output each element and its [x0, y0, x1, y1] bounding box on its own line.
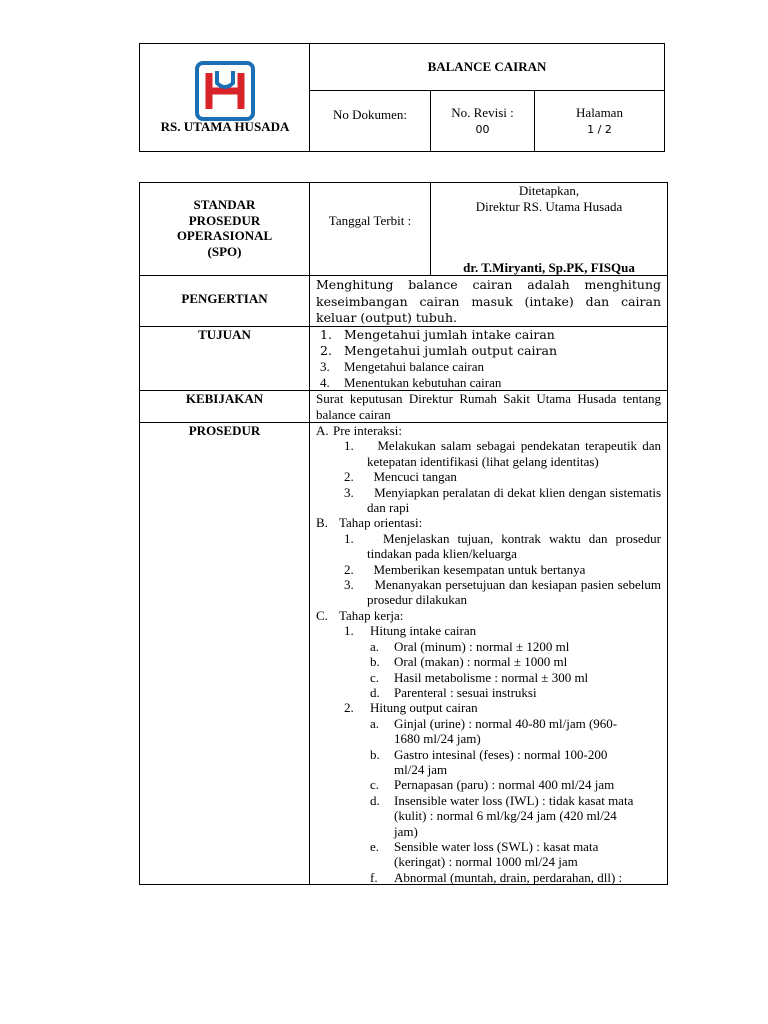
pengertian-text: Menghitung balance cairan adalah menghitung keseimbangan cairan masuk (intake) dan cairan keluar (output) tubuh.	[316, 277, 661, 325]
list-item: 3. Menanyakan persetujuan dan kesiapan pasien sebelum prosedur dilakukan	[344, 577, 661, 608]
list-item: 2. Memberikan kesempatan untuk bertanya	[344, 561, 586, 577]
list-item: 3. Mengetahui balance cairan	[320, 359, 485, 374]
spo-label-line: STANDAR	[193, 197, 256, 212]
doc-title: BALANCE CAIRAN	[310, 44, 664, 91]
hospital-logo	[195, 61, 255, 121]
list-item: 1. Melakukan salam sebagai pendekatan terapeutik dan ketepatan identifikasi (lihat gelang identitas)	[344, 438, 662, 469]
section-b: B. Tahap orientasi:	[316, 515, 423, 531]
signatory-name: dr. T.Miryanti, Sp.PK, FISQua	[463, 260, 635, 275]
kebijakan-text: Surat keputusan Direktur Rumah Sakit Utama Husada tentang balance cairan	[316, 391, 661, 422]
sub-item: b. Oral (makan) : normal ± 1000 ml	[370, 654, 568, 670]
tanggal-cell	[310, 183, 431, 275]
prosedur-label: PROSEDUR	[140, 423, 310, 884]
prosedur-content	[316, 423, 661, 885]
org-name: RS. UTAMA HUSADA	[160, 119, 290, 134]
kebijakan-label: KEBIJAKAN	[140, 391, 310, 422]
no-revisi-cell	[431, 91, 535, 151]
no-dokumen-cell	[310, 91, 431, 151]
spo-label-line: PROSEDUR	[188, 212, 261, 228]
sub-item: b. Gastro intesinal (feses) : normal 100-200 ml/24 jam	[370, 746, 608, 777]
section-a: A. Pre interaksi:	[316, 423, 402, 438]
prosedur-row	[140, 423, 667, 884]
pengertian-label: PENGERTIAN	[140, 276, 310, 326]
list-item: 3. Menyiapkan peralatan di dekat klien dengan sistematis dan rapi	[344, 484, 661, 516]
kebijakan-row	[140, 391, 667, 423]
tujuan-list	[316, 327, 661, 390]
pengertian-row	[140, 276, 667, 327]
director-title: Direktur RS. Utama Husada	[475, 198, 623, 214]
sub-item: c. Hasil metabolisme : normal ± 300 ml	[370, 669, 589, 685]
sub-item: d. Insensible water loss (IWL) : tidak kasat mata (kulit) : normal 6 ml/kg/24 jam (420 ml/24 jam)	[370, 792, 634, 839]
list-item: 2. Hitung output cairan	[344, 700, 478, 716]
ditetapkan-cell	[431, 183, 667, 275]
no-dokumen-label: No Dokumen:	[332, 107, 408, 122]
sub-item: c. Pernapasan (paru) : normal 400 ml/24 jam	[370, 777, 615, 793]
halaman-value: 1 / 2	[587, 123, 612, 136]
tujuan-label: TUJUAN	[140, 327, 310, 390]
sub-item: a. Oral (minum) : normal ± 1200 ml	[370, 638, 570, 654]
no-revisi-value: 00	[475, 123, 490, 136]
list-item: 1. Hitung intake cairan	[344, 623, 477, 639]
tujuan-row	[140, 327, 667, 391]
sub-item: a. Ginjal (urine) : normal 40-80 ml/jam (960-1680 ml/24 jam)	[370, 715, 618, 747]
ditetapkan-text: Ditetapkan,	[518, 183, 580, 198]
sub-item: f. Abnormal (muntah, drain, perdarahan, dll) :	[370, 869, 623, 885]
list-item: 4. Menentukan kebutuhan cairan	[320, 374, 502, 390]
tanggal-label: Tanggal Terbit :	[328, 213, 412, 228]
spo-table	[139, 182, 668, 885]
halaman-label: Halaman	[576, 105, 623, 120]
logo-cell	[140, 44, 310, 151]
list-item: 1. Mengetahui jumlah intake cairan	[320, 327, 555, 342]
section-c: C. Tahap kerja:	[316, 607, 404, 623]
spo-label-line: OPERASIONAL	[176, 228, 273, 243]
spo-row	[140, 183, 667, 276]
halaman-cell	[535, 91, 664, 151]
list-item: 2. Mengetahui jumlah output cairan	[320, 343, 558, 358]
list-item: 2. Mencuci tangan	[344, 469, 457, 485]
document-header	[139, 43, 665, 152]
sub-item: d. Parenteral : sesuai instruksi	[370, 684, 537, 700]
sub-item: e. Sensible water loss (SWL) : kasat mata (keringat) : normal 1000 ml/24 jam	[370, 838, 599, 870]
list-item: 1. Menjelaskan tujuan, kontrak waktu dan prosedur tindakan pada klien/keluarga	[344, 530, 662, 562]
spo-label	[140, 183, 310, 275]
no-revisi-label: No. Revisi :	[451, 105, 514, 120]
spo-label-line: (SPO)	[207, 243, 242, 259]
